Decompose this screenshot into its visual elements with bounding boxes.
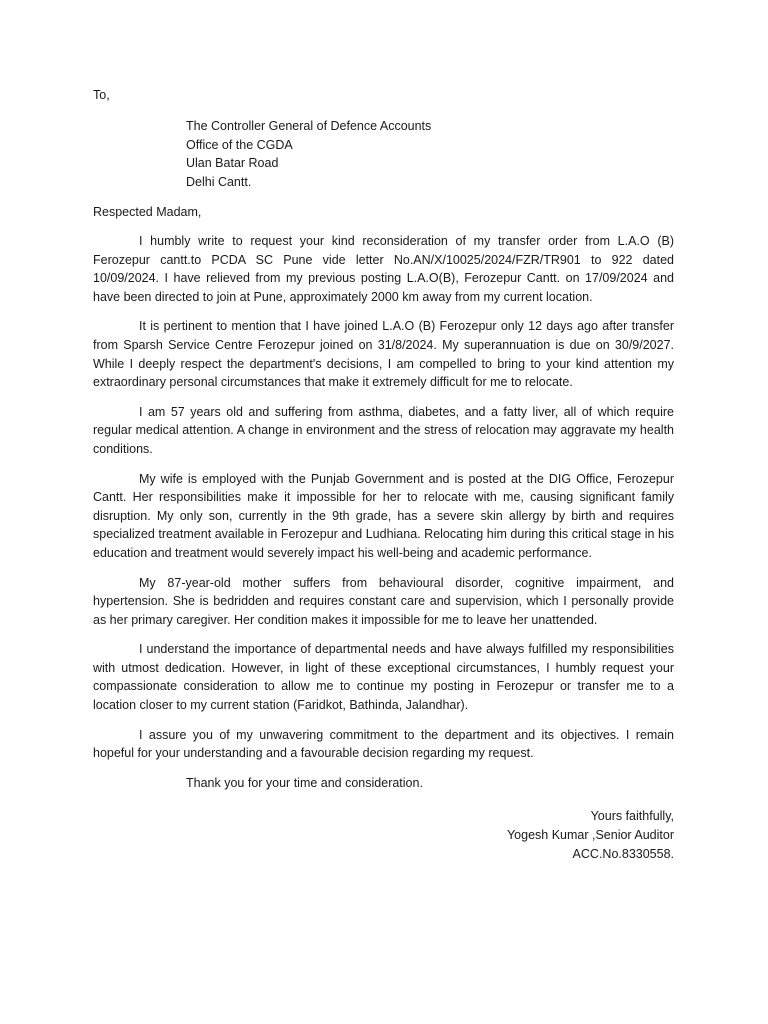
to-label: To, bbox=[93, 88, 110, 102]
recipient-address bbox=[186, 117, 674, 191]
paragraph-joining-details: It is pertinent to mention that I have joined L.A.O (B) Ferozepur only 12 days ago after transfer from Sparsh Service Centre Ferozepur joined on 31/8/2024. My superannuation is due on 30/9/2027. While I deeply respect the department's decisions, I am compelled to bring to your kind attention my extraordinary personal circumstances that make it extremely difficult for me to relocate. bbox=[93, 319, 674, 390]
signature-block bbox=[93, 807, 674, 864]
paragraph-mother: My 87-year-old mother suffers from behavioural disorder, cognitive impairment, and hypertension. She is bedridden and requires constant care and supervision, which I personally provide as her primary caregiver. Her condition makes it impossible for me to leave her unattended. bbox=[93, 575, 674, 627]
account-number: ACC.No.8330558. bbox=[572, 846, 674, 861]
paragraph-family: My wife is employed with the Punjab Government and is posted at the DIG Office, Ferozepur Cantt. Her responsibilities make it impossible for her to relocate with me, causing significant family disruption. My only son, currently in the 9th grade, has a severe skin allergy by birth and requires specialized treatment available in Ferozepur and Ludhiana. Relocating him during this critical stage in his education and treatment would severely impact his well-being and academic performance. bbox=[93, 471, 674, 560]
paragraph-transfer-request: I humbly write to request your kind reconsideration of my transfer order from L.A.O (B) Ferozepur cantt.to PCDA SC Pune vide letter No.AN/X/10025/2024/FZR/TR901 to 922 dated 10/09/2024. I have relieved from my previous posting L.A.O(B), Ferozepur Cantt. on 17/09/2024 and have been directed to join at Pune, approximately 2000 km away from my current location. bbox=[93, 234, 674, 304]
recipient-title: The Controller General of Defence Accounts bbox=[186, 119, 432, 133]
recipient-street: Ulan Batar Road bbox=[186, 156, 279, 170]
closing: Yours faithfully, bbox=[590, 808, 674, 823]
paragraph-assurance: I assure you of my unwavering commitment to the department and its objectives. I remain hopeful for your understanding and a favourable decision regarding my request. bbox=[93, 727, 674, 761]
recipient-city: Delhi Cantt. bbox=[186, 174, 252, 189]
signer-name: Yogesh Kumar ,Senior Auditor bbox=[506, 827, 674, 842]
thanks-line: Thank you for your time and consideration. bbox=[186, 775, 423, 790]
paragraph-request: I understand the importance of departmental needs and have always fulfilled my responsibilities with utmost dedication. However, in light of these exceptional circumstances, I humbly request your compassionate consideration to allow me to continue my posting in Ferozepur or transfer me to a location closer to my current station (Faridkot, Bathinda, Jalandhar). bbox=[93, 642, 674, 713]
recipient-office: Office of the CGDA bbox=[186, 137, 293, 152]
letter-page bbox=[93, 86, 674, 864]
salutation: Respected Madam, bbox=[93, 205, 202, 219]
paragraph-health: I am 57 years old and suffering from asthma, diabetes, and a fatty liver, all of which require regular medical attention. A change in environment and the stress of relocation may aggravate my health conditions. bbox=[93, 404, 674, 456]
